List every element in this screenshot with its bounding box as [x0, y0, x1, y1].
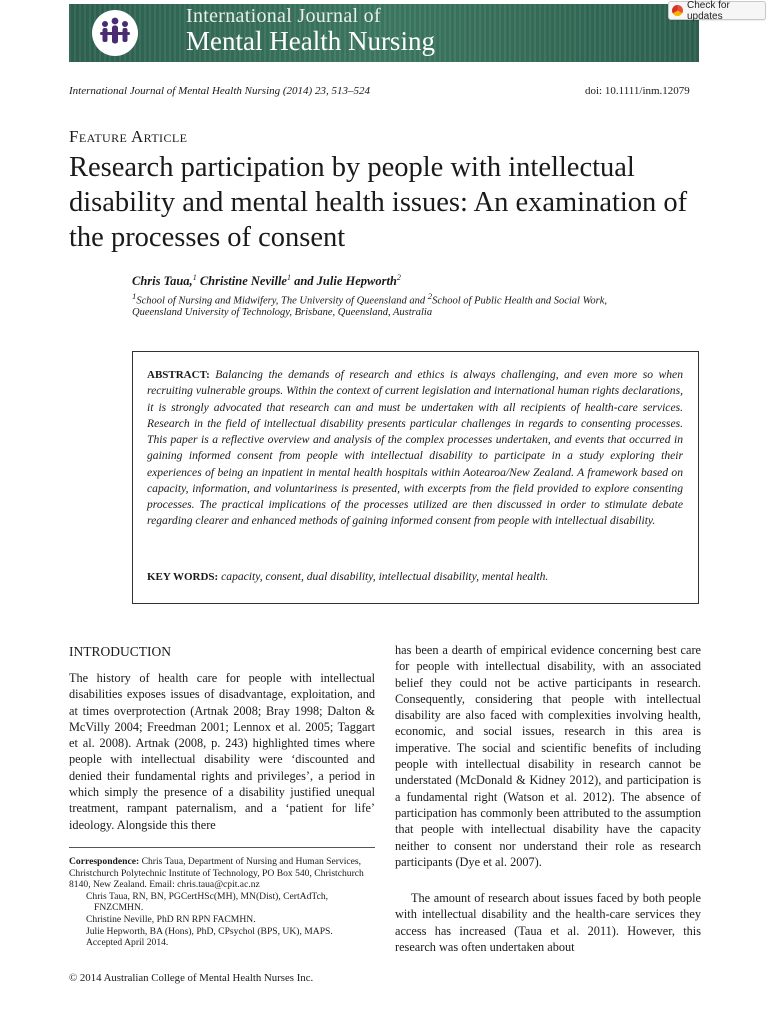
footnote-divider — [69, 847, 375, 848]
body-paragraph: has been a dearth of empirical evidence concerning best care for people with intellectual disability, with an associated belief they could not be active participants in research. Consequently, considering that people with intellectual disability are also faced with complexities involving health, economic, and social issues, research in this area is imperative. The social and scientific benefits of including people with intellectual disability in research cannot be understated (McDonald & Kidney 2012), and participation is a fundamental right (Watson et al. 2012). The absence of participation has commonly been attributed to the assumption that people with intellectual disability have the capacity neither to consent nor understand their role as research participants (Dye et al. 2007). — [395, 643, 701, 869]
credentials: Julie Hepworth, BA (Hons), PhD, CPsychol (BPS, UK), MAPS. — [86, 925, 333, 937]
crossmark-icon — [672, 5, 683, 16]
author-list — [132, 273, 401, 289]
affiliation-sup: 1 — [132, 291, 137, 301]
correspondence-text: Chris Taua, Department of Nursing and Human Services, Christchurch Polytechnic Institute of Technology, PO Box 540, Christchurch 8140, New Zealand. Email: chris.taua@cpit.ac.nz — [69, 856, 364, 891]
author-sup: 2 — [396, 273, 401, 282]
affiliation-sup: 2 — [427, 291, 433, 301]
correspondence-address — [69, 856, 375, 891]
author-sup: 1 — [286, 273, 291, 282]
abstract-body: Balancing the demands of research and ethics is always challenging, and even more so when recruiting vulnerable groups. Within the context of current legislation and international human rights declarations, it is strongly advocated that research can and must be undertaken with all recipients of health-care services. Research in the field of intellectual disability presents particular challenges in regards to consenting processes. This paper is a reflective overview and analysis of the complex processes undertaken, and events that occurred in gaining informed consent from people with intellectual disability to participate in a study exploring their experiences of being an inpatient in mental health hospitals within Aotearoa/New Zealand. A framework based on capacity, information, and voluntariness is presented, with excerpts from the field provided to explore consenting processes. The practical implications of the processes utilized are then discussed in order to stimulate debate regarding clearer and enhanced methods of gaining informed consent from people with intellectual disability. — [147, 368, 683, 528]
body-paragraph: The history of health care for people with intellectual disabilities exposes issues of disadvantage, exploitation, and at times overprotection (Artnak 2008; Bray 1998; Dalton & McVilly 2004; Freedman 2001; Lennox et al. 2005; Taggart et al. 2008). Artnak (2008, p. 243) highlighted times where people with intellectual disability were ‘discounted and denied their fundamental rights and privileges’, a period in which simply the presence of a disability justified unequal treatment, rampant paternalism, and a ‘patient for life’ ideology. Alongside this there — [69, 671, 375, 832]
author-name: and Julie Hepworth — [290, 274, 397, 289]
author-name: Christine Neville — [196, 274, 287, 289]
keywords — [147, 570, 548, 583]
section-heading: INTRODUCTION — [69, 644, 171, 659]
journal-reference: International Journal of Mental Health Nursing (2014) 23, 513–524 — [69, 85, 370, 97]
article-title: Research participation by people with intellectual disability and mental health issues: An examination of the processes of consent — [69, 152, 688, 253]
doi: doi: 10.1111/inm.12079 — [585, 85, 690, 97]
affiliation-text: School of Public Health and Social Work, — [432, 295, 607, 307]
keywords-label: KEY WORDS: — [147, 571, 219, 583]
body-paragraph: The amount of research about issues faced by both people with intellectual disability and the health-care services they access has increased (Taua et al. 2011). However, this research was often undertaken about — [395, 891, 701, 954]
check-for-updates-button[interactable] — [668, 1, 766, 20]
abstract — [147, 367, 683, 530]
copyright: © 2014 Australian College of Mental Health Nurses Inc. — [69, 972, 314, 984]
banner-title: Mental Health Nursing — [186, 26, 435, 56]
correspondence-label: Correspondence: — [69, 856, 140, 867]
journal-banner — [69, 4, 699, 62]
affiliation — [132, 291, 607, 307]
keywords-list: capacity, consent, dual disability, intellectual disability, mental health. — [221, 570, 549, 583]
author-name: Chris Taua, — [132, 274, 193, 289]
author-sup: 1 — [192, 273, 197, 282]
correspondence-note — [69, 856, 375, 949]
people-figures-logo-icon — [92, 10, 138, 56]
affiliation-text: School of Nursing and Midwifery, The University of Queensland and — [136, 295, 426, 307]
check-for-updates-label: Check for updates — [687, 0, 730, 22]
credentials: FNZCMHN. — [94, 902, 144, 914]
credentials: Christine Neville, PhD RN RPN FACMHN. — [86, 913, 256, 925]
accepted-date: Accepted April 2014. — [86, 937, 169, 949]
credentials: Chris Taua, RN, BN, PGCertHSc(MH), MN(Dist), CertAdTch, — [86, 890, 329, 902]
affiliation-continued: Queensland University of Technology, Brisbane, Queensland, Australia — [132, 307, 433, 318]
banner-subtitle: International Journal of — [186, 5, 381, 27]
abstract-label: ABSTRACT: — [147, 369, 210, 381]
article-type: Feature Article — [69, 127, 188, 146]
